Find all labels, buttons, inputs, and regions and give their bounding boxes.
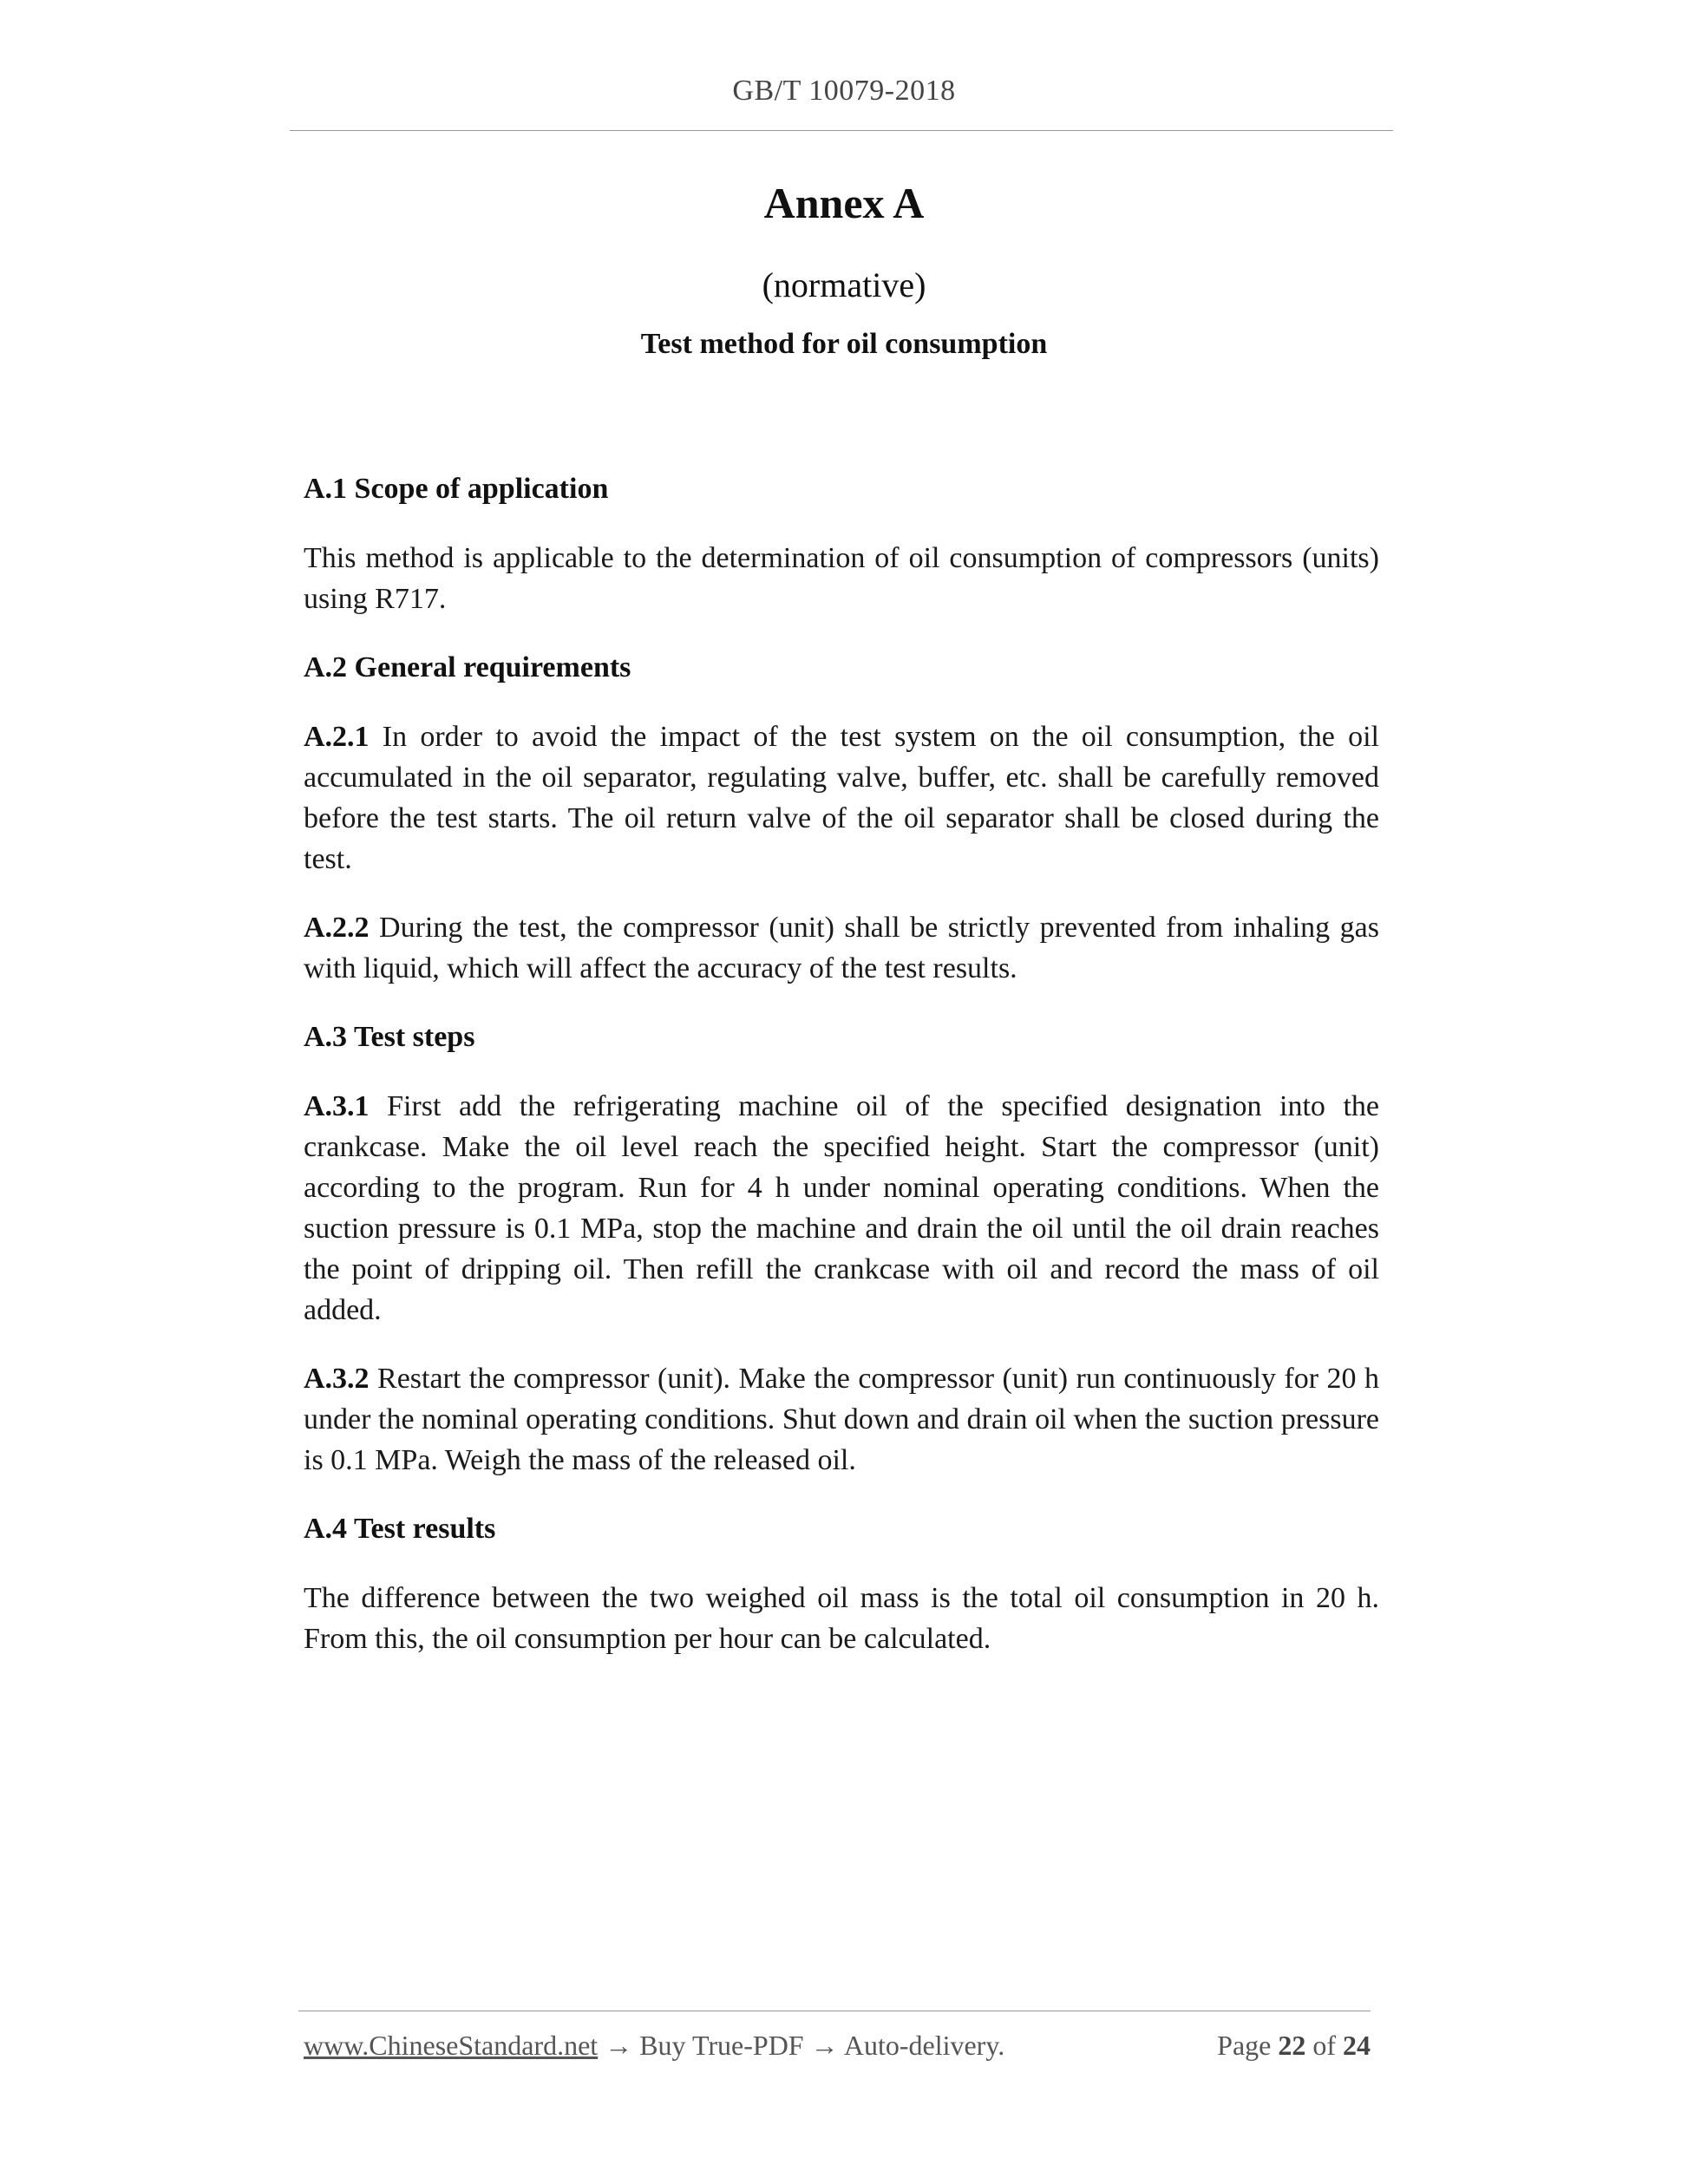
paragraph-a1: This method is applicable to the determination of oil consumption of compressors (units) using R717. bbox=[304, 542, 1379, 615]
section-heading-a3: A.3 Test steps bbox=[304, 1021, 475, 1053]
paragraph-a3-2 bbox=[304, 1358, 1379, 1481]
footer-tagline: → Buy True-PDF → Auto-delivery. bbox=[598, 2030, 1005, 2061]
clause-text: First add the refrigerating machine oil of the specified designation into the crankcase. Make the oil level reach the specified height. Start the compressor (unit) according to the program. Run for 4 h under nominal operating conditions. When the suction pressure is 0.1 MPa, stop the machine and drain the oil until the oil drain reaches the point of dripping oil. Then refill the crankcase with oil and record the mass of oil added. bbox=[304, 1090, 1379, 1326]
clause-number: A.3.1 bbox=[304, 1090, 370, 1122]
clause-number: A.2.2 bbox=[304, 912, 370, 944]
section-heading-a2: A.2 General requirements bbox=[304, 651, 631, 683]
site-link[interactable]: www.ChineseStandard.net bbox=[304, 2030, 599, 2061]
paragraph-a2-2 bbox=[304, 907, 1379, 989]
page-label: Page bbox=[1217, 2030, 1279, 2061]
page-indicator bbox=[1217, 2030, 1371, 2062]
clause-text: Restart the compressor (unit). Make the compressor (unit) run continuously for 20 h under the nominal operating conditions. Shut down and drain oil when the suction pressure is 0.1 MPa. Weigh the mass of the released oil. bbox=[304, 1363, 1379, 1476]
annex-type: (normative) bbox=[762, 265, 926, 304]
page-of-label: of bbox=[1305, 2030, 1343, 2061]
page-current: 22 bbox=[1278, 2030, 1306, 2061]
page-total: 24 bbox=[1343, 2030, 1371, 2061]
annex-title: Annex A bbox=[763, 179, 925, 227]
paragraph-a4: The difference between the two weighed oil mass is the total oil consumption in 20 h. From this, the oil consumption per hour can be calculated. bbox=[304, 1582, 1379, 1655]
paragraph-a3-1 bbox=[304, 1086, 1379, 1331]
clause-number: A.2.1 bbox=[304, 721, 370, 753]
section-heading-a4: A.4 Test results bbox=[304, 1513, 496, 1545]
page-footer bbox=[304, 2030, 1371, 2062]
clause-number: A.3.2 bbox=[304, 1363, 370, 1395]
document-body bbox=[304, 468, 1379, 1687]
paragraph-a2-1 bbox=[304, 716, 1379, 879]
header-divider bbox=[290, 130, 1393, 131]
clause-text: In order to avoid the impact of the test system on the oil consumption, the oil accumulated in the oil separator, regulating valve, buffer, etc. shall be carefully removed before the test starts. The oil return valve of the oil separator shall be closed during the test. bbox=[304, 721, 1379, 875]
annex-subtitle: Test method for oil consumption bbox=[640, 328, 1048, 360]
document-code-header: GB/T 10079-2018 bbox=[732, 75, 956, 107]
section-heading-a1: A.1 Scope of application bbox=[304, 473, 609, 505]
clause-text: During the test, the compressor (unit) shall be strictly prevented from inhaling gas with liquid, which will affect the accuracy of the test results. bbox=[304, 912, 1379, 984]
